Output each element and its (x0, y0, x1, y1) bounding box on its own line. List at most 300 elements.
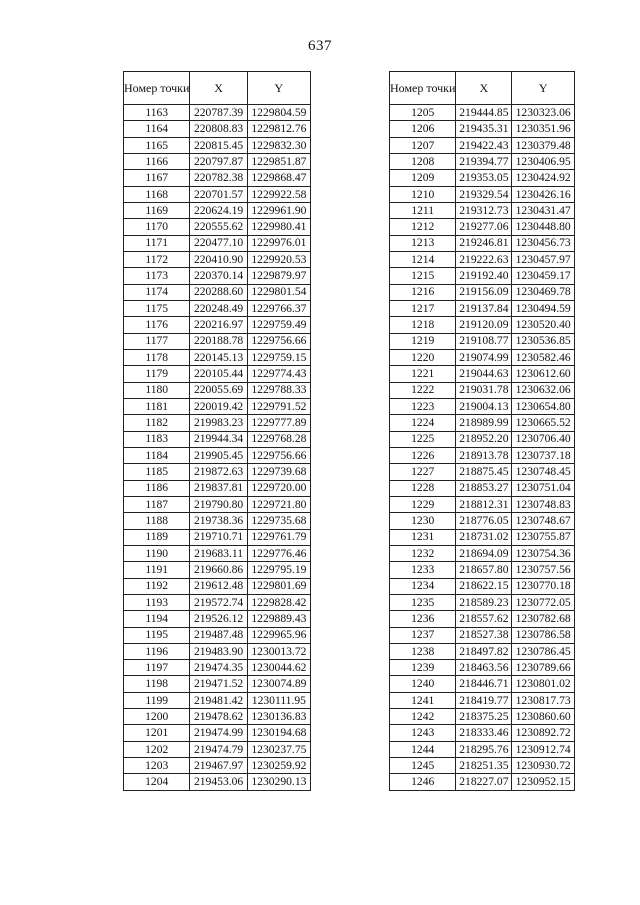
cell-point-number: 1182 (124, 415, 190, 431)
cell-point-number: 1179 (124, 366, 190, 382)
cell-y: 1230406.95 (512, 153, 575, 169)
cell-point-number: 1197 (124, 660, 190, 676)
cell-x: 219483.90 (190, 643, 247, 659)
cell-point-number: 1207 (390, 137, 456, 153)
cell-x: 220701.57 (190, 186, 247, 202)
cell-x: 218419.77 (456, 692, 512, 708)
cell-point-number: 1173 (124, 268, 190, 284)
cell-y: 1229759.15 (247, 349, 310, 365)
table-row (124, 741, 311, 757)
cell-y: 1229801.69 (247, 578, 310, 594)
cell-y: 1229735.68 (247, 513, 310, 529)
cell-y: 1230632.06 (512, 382, 575, 398)
cell-y: 1229812.76 (247, 121, 310, 137)
cell-x: 220055.69 (190, 382, 247, 398)
cell-point-number: 1203 (124, 758, 190, 774)
table-row (390, 170, 575, 186)
cell-y: 1229980.41 (247, 219, 310, 235)
cell-y: 1230748.67 (512, 513, 575, 529)
table-row (390, 186, 575, 202)
cell-x: 219872.63 (190, 464, 247, 480)
table-row (390, 317, 575, 333)
table-row (390, 415, 575, 431)
cell-point-number: 1188 (124, 513, 190, 529)
cell-x: 218657.80 (456, 562, 512, 578)
table-row (124, 545, 311, 561)
cell-y: 1230754.36 (512, 545, 575, 561)
cell-point-number: 1234 (390, 578, 456, 594)
cell-point-number: 1186 (124, 480, 190, 496)
table-row (390, 529, 575, 545)
cell-point-number: 1205 (390, 105, 456, 121)
cell-x: 219394.77 (456, 153, 512, 169)
table-row (390, 447, 575, 463)
cell-point-number: 1175 (124, 300, 190, 316)
table-row (124, 137, 311, 153)
cell-x: 219467.97 (190, 758, 247, 774)
cell-x: 219474.79 (190, 741, 247, 757)
coordinates-table-left (123, 71, 311, 791)
table-row (390, 562, 575, 578)
table-row (390, 660, 575, 676)
cell-y: 1230044.62 (247, 660, 310, 676)
cell-x: 218875.45 (456, 464, 512, 480)
table-row (390, 496, 575, 512)
cell-point-number: 1213 (390, 235, 456, 251)
table-row (124, 382, 311, 398)
table-row (390, 105, 575, 121)
cell-y: 1229768.28 (247, 431, 310, 447)
cell-point-number: 1184 (124, 447, 190, 463)
cell-x: 219738.36 (190, 513, 247, 529)
header-x: X (456, 72, 512, 105)
cell-x: 218295.76 (456, 741, 512, 757)
cell-y: 1230111.95 (247, 692, 310, 708)
cell-y: 1230457.97 (512, 251, 575, 267)
cell-y: 1229777.89 (247, 415, 310, 431)
cell-point-number: 1229 (390, 496, 456, 512)
table-row (124, 578, 311, 594)
table-row (124, 170, 311, 186)
table-row (390, 774, 575, 790)
cell-point-number: 1177 (124, 333, 190, 349)
cell-x: 219837.81 (190, 480, 247, 496)
cell-x: 220188.78 (190, 333, 247, 349)
table-row (124, 349, 311, 365)
cell-y: 1230817.73 (512, 692, 575, 708)
cell-point-number: 1199 (124, 692, 190, 708)
cell-point-number: 1165 (124, 137, 190, 153)
cell-point-number: 1172 (124, 251, 190, 267)
cell-x: 219481.42 (190, 692, 247, 708)
cell-x: 219905.45 (190, 447, 247, 463)
cell-point-number: 1220 (390, 349, 456, 365)
cell-y: 1230379.48 (512, 137, 575, 153)
table-row (124, 121, 311, 137)
cell-y: 1229720.00 (247, 480, 310, 496)
table-row (390, 692, 575, 708)
cell-y: 1230706.40 (512, 431, 575, 447)
table-row (124, 300, 311, 316)
cell-x: 219222.63 (456, 251, 512, 267)
cell-x: 220787.39 (190, 105, 247, 121)
cell-y: 1230772.05 (512, 594, 575, 610)
table-row (124, 758, 311, 774)
cell-y: 1230748.83 (512, 496, 575, 512)
cell-y: 1229851.87 (247, 153, 310, 169)
cell-x: 220145.13 (190, 349, 247, 365)
cell-y: 1229756.66 (247, 447, 310, 463)
coordinates-table-right (389, 71, 575, 791)
table-row (124, 317, 311, 333)
table-row (390, 545, 575, 561)
cell-point-number: 1235 (390, 594, 456, 610)
header-y: Y (512, 72, 575, 105)
table-row (124, 202, 311, 218)
header-x: X (190, 72, 247, 105)
cell-y: 1229759.49 (247, 317, 310, 333)
cell-x: 218527.38 (456, 627, 512, 643)
table-row (124, 513, 311, 529)
table-row (390, 725, 575, 741)
cell-point-number: 1195 (124, 627, 190, 643)
cell-y: 1229920.53 (247, 251, 310, 267)
table-row (124, 643, 311, 659)
cell-point-number: 1210 (390, 186, 456, 202)
cell-point-number: 1181 (124, 398, 190, 414)
table-row (390, 513, 575, 529)
table-row (390, 333, 575, 349)
table-row (390, 153, 575, 169)
cell-point-number: 1192 (124, 578, 190, 594)
table-row (124, 774, 311, 790)
cell-x: 219474.99 (190, 725, 247, 741)
cell-x: 219710.71 (190, 529, 247, 545)
cell-x: 220477.10 (190, 235, 247, 251)
cell-y: 1230259.92 (247, 758, 310, 774)
cell-point-number: 1190 (124, 545, 190, 561)
cell-y: 1230770.18 (512, 578, 575, 594)
cell-point-number: 1219 (390, 333, 456, 349)
cell-point-number: 1211 (390, 202, 456, 218)
cell-y: 1230757.56 (512, 562, 575, 578)
cell-y: 1230665.52 (512, 415, 575, 431)
cell-x: 218557.62 (456, 611, 512, 627)
cell-x: 218989.99 (456, 415, 512, 431)
cell-point-number: 1239 (390, 660, 456, 676)
cell-point-number: 1236 (390, 611, 456, 627)
cell-point-number: 1238 (390, 643, 456, 659)
table-row (124, 562, 311, 578)
cell-x: 219246.81 (456, 235, 512, 251)
table-row (390, 578, 575, 594)
cell-point-number: 1245 (390, 758, 456, 774)
cell-point-number: 1196 (124, 643, 190, 659)
cell-y: 1229766.37 (247, 300, 310, 316)
cell-y: 1230786.45 (512, 643, 575, 659)
table-row (124, 219, 311, 235)
cell-point-number: 1200 (124, 709, 190, 725)
cell-y: 1230892.72 (512, 725, 575, 741)
cell-x: 219683.11 (190, 545, 247, 561)
cell-point-number: 1191 (124, 562, 190, 578)
table-row (124, 627, 311, 643)
cell-x: 219312.73 (456, 202, 512, 218)
cell-point-number: 1183 (124, 431, 190, 447)
cell-x: 218853.27 (456, 480, 512, 496)
cell-y: 1229879.97 (247, 268, 310, 284)
cell-point-number: 1180 (124, 382, 190, 398)
cell-x: 219074.99 (456, 349, 512, 365)
cell-x: 219422.43 (456, 137, 512, 153)
cell-y: 1229976.01 (247, 235, 310, 251)
table-row (124, 447, 311, 463)
cell-x: 219329.54 (456, 186, 512, 202)
cell-x: 218731.02 (456, 529, 512, 545)
cell-point-number: 1246 (390, 774, 456, 790)
cell-x: 218812.31 (456, 496, 512, 512)
cell-y: 1230013.72 (247, 643, 310, 659)
cell-x: 220410.90 (190, 251, 247, 267)
cell-y: 1230860.60 (512, 709, 575, 725)
table-row (124, 496, 311, 512)
cell-x: 218589.23 (456, 594, 512, 610)
cell-point-number: 1201 (124, 725, 190, 741)
table-row (124, 725, 311, 741)
cell-point-number: 1194 (124, 611, 190, 627)
cell-y: 1229889.43 (247, 611, 310, 627)
cell-y: 1229868.47 (247, 170, 310, 186)
cell-x: 218497.82 (456, 643, 512, 659)
table-row (124, 268, 311, 284)
cell-point-number: 1244 (390, 741, 456, 757)
cell-point-number: 1185 (124, 464, 190, 480)
cell-y: 1230424.92 (512, 170, 575, 186)
cell-point-number: 1189 (124, 529, 190, 545)
cell-y: 1230751.04 (512, 480, 575, 496)
cell-point-number: 1163 (124, 105, 190, 121)
table-row (390, 121, 575, 137)
cell-y: 1229721.80 (247, 496, 310, 512)
cell-x: 219471.52 (190, 676, 247, 692)
cell-x: 218776.05 (456, 513, 512, 529)
cell-y: 1229804.59 (247, 105, 310, 121)
table-row (124, 186, 311, 202)
cell-y: 1230136.83 (247, 709, 310, 725)
cell-point-number: 1233 (390, 562, 456, 578)
cell-point-number: 1225 (390, 431, 456, 447)
header-point-number: Номер точки (390, 72, 456, 105)
table-row (390, 366, 575, 382)
cell-point-number: 1215 (390, 268, 456, 284)
table-row (390, 643, 575, 659)
cell-x: 219435.31 (456, 121, 512, 137)
cell-x: 218952.20 (456, 431, 512, 447)
cell-x: 220370.14 (190, 268, 247, 284)
table-header-row (390, 72, 575, 105)
table-row (390, 611, 575, 627)
cell-point-number: 1228 (390, 480, 456, 496)
cell-x: 218251.35 (456, 758, 512, 774)
table-row (390, 480, 575, 496)
cell-y: 1230789.66 (512, 660, 575, 676)
cell-point-number: 1206 (390, 121, 456, 137)
cell-x: 219944.34 (190, 431, 247, 447)
cell-point-number: 1218 (390, 317, 456, 333)
table-row (390, 137, 575, 153)
table-row (390, 202, 575, 218)
cell-point-number: 1212 (390, 219, 456, 235)
table-row (390, 709, 575, 725)
cell-x: 219487.48 (190, 627, 247, 643)
cell-point-number: 1168 (124, 186, 190, 202)
cell-x: 218375.25 (456, 709, 512, 725)
cell-y: 1230654.80 (512, 398, 575, 414)
cell-y: 1230456.73 (512, 235, 575, 251)
cell-point-number: 1204 (124, 774, 190, 790)
cell-y: 1229832.30 (247, 137, 310, 153)
cell-x: 219572.74 (190, 594, 247, 610)
cell-y: 1230755.87 (512, 529, 575, 545)
header-y: Y (247, 72, 310, 105)
cell-y: 1230520.40 (512, 317, 575, 333)
cell-x: 219031.78 (456, 382, 512, 398)
cell-x: 218227.07 (456, 774, 512, 790)
cell-x: 219004.13 (456, 398, 512, 414)
cell-x: 220808.83 (190, 121, 247, 137)
cell-y: 1230194.68 (247, 725, 310, 741)
cell-point-number: 1214 (390, 251, 456, 267)
table-row (124, 676, 311, 692)
cell-y: 1230323.06 (512, 105, 575, 121)
cell-point-number: 1209 (390, 170, 456, 186)
cell-point-number: 1193 (124, 594, 190, 610)
cell-y: 1230494.59 (512, 300, 575, 316)
table-row (124, 251, 311, 267)
cell-point-number: 1232 (390, 545, 456, 561)
cell-point-number: 1230 (390, 513, 456, 529)
table-row (390, 398, 575, 414)
cell-x: 219790.80 (190, 496, 247, 512)
table-row (124, 611, 311, 627)
table-row (390, 627, 575, 643)
cell-y: 1230582.46 (512, 349, 575, 365)
cell-y: 1230912.74 (512, 741, 575, 757)
cell-y: 1230786.58 (512, 627, 575, 643)
table-row (124, 464, 311, 480)
cell-x: 219156.09 (456, 284, 512, 300)
cell-x: 219474.35 (190, 660, 247, 676)
cell-point-number: 1227 (390, 464, 456, 480)
table-row (124, 333, 311, 349)
cell-x: 219044.63 (456, 366, 512, 382)
table-row (390, 594, 575, 610)
cell-x: 218913.78 (456, 447, 512, 463)
cell-point-number: 1221 (390, 366, 456, 382)
table-row (390, 235, 575, 251)
cell-x: 219444.85 (456, 105, 512, 121)
cell-point-number: 1187 (124, 496, 190, 512)
table-row (390, 284, 575, 300)
cell-y: 1230074.89 (247, 676, 310, 692)
cell-point-number: 1217 (390, 300, 456, 316)
cell-point-number: 1198 (124, 676, 190, 692)
cell-x: 219137.84 (456, 300, 512, 316)
cell-x: 220815.45 (190, 137, 247, 153)
cell-y: 1230426.16 (512, 186, 575, 202)
table-row (390, 676, 575, 692)
cell-y: 1229774.43 (247, 366, 310, 382)
table-header-row (124, 72, 311, 105)
cell-y: 1229922.58 (247, 186, 310, 202)
cell-x: 218463.56 (456, 660, 512, 676)
cell-x: 219120.09 (456, 317, 512, 333)
cell-y: 1230431.47 (512, 202, 575, 218)
cell-y: 1229739.68 (247, 464, 310, 480)
cell-x: 219478.62 (190, 709, 247, 725)
cell-y: 1230748.45 (512, 464, 575, 480)
cell-x: 220797.87 (190, 153, 247, 169)
table-row (390, 741, 575, 757)
cell-point-number: 1171 (124, 235, 190, 251)
cell-y: 1229795.19 (247, 562, 310, 578)
cell-x: 219277.06 (456, 219, 512, 235)
table-row (390, 464, 575, 480)
cell-x: 220105.44 (190, 366, 247, 382)
cell-point-number: 1237 (390, 627, 456, 643)
table-row (390, 268, 575, 284)
cell-y: 1229961.90 (247, 202, 310, 218)
table-row (124, 431, 311, 447)
cell-x: 219108.77 (456, 333, 512, 349)
cell-y: 1229965.96 (247, 627, 310, 643)
cell-x: 220288.60 (190, 284, 247, 300)
cell-point-number: 1224 (390, 415, 456, 431)
cell-point-number: 1222 (390, 382, 456, 398)
cell-point-number: 1231 (390, 529, 456, 545)
table-row (124, 153, 311, 169)
cell-y: 1230536.85 (512, 333, 575, 349)
table-row (390, 219, 575, 235)
cell-point-number: 1178 (124, 349, 190, 365)
cell-point-number: 1241 (390, 692, 456, 708)
cell-y: 1229801.54 (247, 284, 310, 300)
cell-x: 220555.62 (190, 219, 247, 235)
cell-y: 1229788.33 (247, 382, 310, 398)
cell-x: 220782.38 (190, 170, 247, 186)
table-row (124, 594, 311, 610)
cell-point-number: 1167 (124, 170, 190, 186)
cell-point-number: 1166 (124, 153, 190, 169)
cell-point-number: 1169 (124, 202, 190, 218)
cell-y: 1230351.96 (512, 121, 575, 137)
table-row (390, 349, 575, 365)
cell-y: 1230782.68 (512, 611, 575, 627)
cell-x: 220019.42 (190, 398, 247, 414)
header-point-number: Номер точки (124, 72, 190, 105)
cell-x: 218622.15 (456, 578, 512, 594)
cell-x: 219526.12 (190, 611, 247, 627)
cell-point-number: 1176 (124, 317, 190, 333)
table-row (124, 105, 311, 121)
cell-point-number: 1170 (124, 219, 190, 235)
cell-x: 220624.19 (190, 202, 247, 218)
cell-y: 1230290.13 (247, 774, 310, 790)
cell-y: 1229776.46 (247, 545, 310, 561)
cell-y: 1230469.78 (512, 284, 575, 300)
table-row (124, 235, 311, 251)
cell-point-number: 1223 (390, 398, 456, 414)
